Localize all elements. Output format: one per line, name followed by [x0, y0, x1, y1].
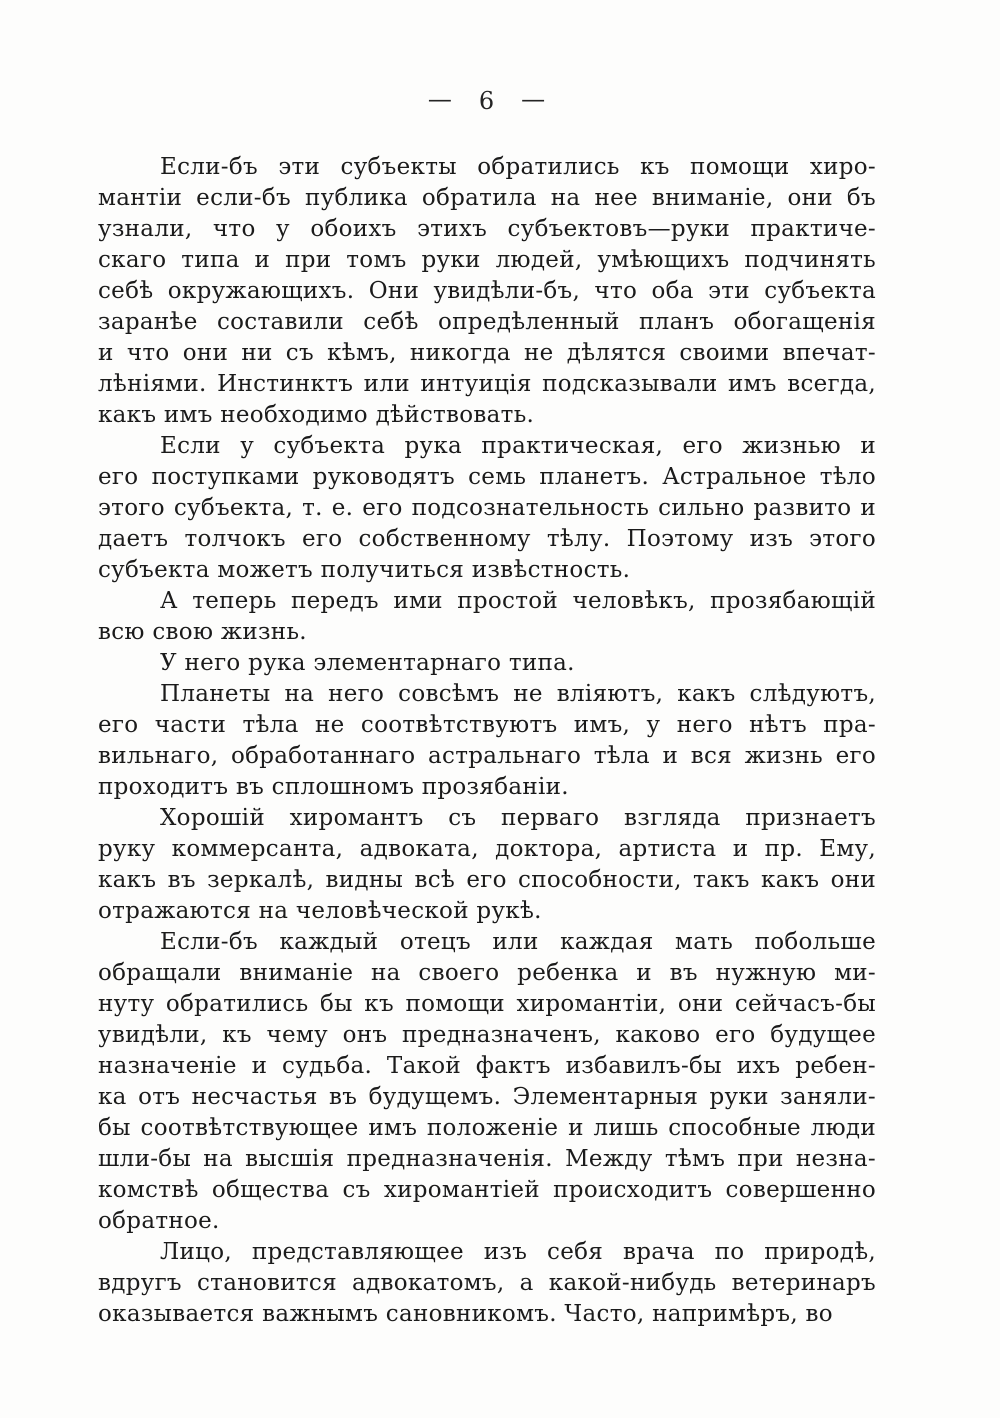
text-line: оказывается важнымъ сановникомъ. Часто, напримѣръ, во: [98, 1301, 833, 1327]
paragraph: [98, 431, 876, 586]
text-block: [98, 152, 876, 1330]
text-line: увидѣли, къ чему онъ предназначенъ, каково его будущее: [98, 1022, 876, 1048]
text-line: А теперь передъ ими простой человѣкъ, прозябающій: [160, 588, 876, 614]
text-line: субъекта можетъ получиться извѣстность.: [98, 557, 631, 583]
page-header: [98, 86, 876, 116]
text-line: Если у субъекта рука практическая, его жизнью и: [160, 433, 876, 459]
text-line: назначеніе и судьба. Такой фактъ избавилъ-бы ихъ ребен-: [98, 1053, 876, 1079]
text-line: У него рука элементарнаго типа.: [160, 650, 575, 676]
header-dash-right: —: [521, 85, 547, 113]
text-line: мантіи если-бъ публика обратила на нее вниманіе, они бъ: [98, 185, 876, 211]
text-line: даетъ толчокъ его собственному тѣлу. Поэтому изъ этого: [98, 526, 876, 552]
text-line: бы соотвѣтствующее имъ положеніе и лишь способные люди: [98, 1115, 876, 1141]
paragraph: [98, 648, 876, 679]
text-line: нуту обратились бы къ помощи хиромантіи, они сейчасъ-бы: [98, 991, 876, 1017]
text-line: Планеты на него совсѣмъ не вліяютъ, какъ слѣдуютъ,: [160, 681, 876, 707]
text-line: узнали, что у обоихъ этихъ субъектовъ—руки практиче-: [98, 216, 876, 242]
paragraph: [98, 803, 876, 927]
text-line: скаго типа и при томъ руки людей, умѣющихъ подчинять: [98, 247, 876, 273]
text-line: вдругъ становится адвокатомъ, а какой-нибудь ветеринаръ: [98, 1270, 876, 1296]
text-line: всю свою жизнь.: [98, 619, 307, 645]
text-line: заранѣе составили себѣ опредѣленный планъ обогащенія: [98, 309, 876, 335]
text-line: Хорошій хиромантъ съ перваго взгляда признаетъ: [160, 805, 876, 831]
text-line: какъ имъ необходимо дѣйствовать.: [98, 402, 535, 428]
paragraph: [98, 927, 876, 1237]
text-line: обратное.: [98, 1208, 220, 1234]
text-line: комствѣ общества съ хиромантіей происходитъ совершенно: [98, 1177, 876, 1203]
paragraph: [98, 1237, 876, 1330]
text-line: шли-бы на высшія предназначенія. Между тѣмъ при незна-: [98, 1146, 876, 1172]
header-dash-left: —: [427, 85, 453, 113]
text-line: этого субъекта, т. е. его подсознательность сильно развито и: [98, 495, 876, 521]
text-line: обращали вниманіе на своего ребенка и въ нужную ми-: [98, 960, 876, 986]
text-line: отражаются на человѣческой рукѣ.: [98, 898, 542, 924]
text-line: руку коммерсанта, адвоката, доктора, артиста и пр. Ему,: [98, 836, 876, 862]
text-line: Если-бъ каждый отецъ или каждая мать побольше: [160, 929, 876, 955]
paragraph: [98, 152, 876, 431]
text-line: Лицо, представляющее изъ себя врача по природѣ,: [160, 1239, 876, 1265]
page-number: 6: [478, 87, 496, 115]
text-line: проходитъ въ сплошномъ прозябаніи.: [98, 774, 569, 800]
text-line: его поступками руководятъ семь планетъ. Астральное тѣло: [98, 464, 876, 490]
paragraph: [98, 586, 876, 648]
text-line: его части тѣла не соотвѣтствуютъ имъ, у него нѣтъ пра-: [98, 712, 876, 738]
paragraph: [98, 679, 876, 803]
text-line: какъ въ зеркалѣ, видны всѣ его способности, такъ какъ они: [98, 867, 876, 893]
text-line: Если-бъ эти субъекты обратились къ помощи хиро-: [160, 154, 876, 180]
text-line: и что они ни съ кѣмъ, никогда не дѣлятся своими впечат-: [98, 340, 876, 366]
text-line: вильнаго, обработаннаго астральнаго тѣла и вся жизнь его: [98, 743, 876, 769]
text-line: ка отъ несчастья въ будущемъ. Элементарныя руки заняли-: [98, 1084, 876, 1110]
text-line: лѣніями. Инстинктъ или интуиція подсказывали имъ всегда,: [98, 371, 876, 397]
text-line: себѣ окружающихъ. Они увидѣли-бъ, что оба эти субъекта: [98, 278, 876, 304]
